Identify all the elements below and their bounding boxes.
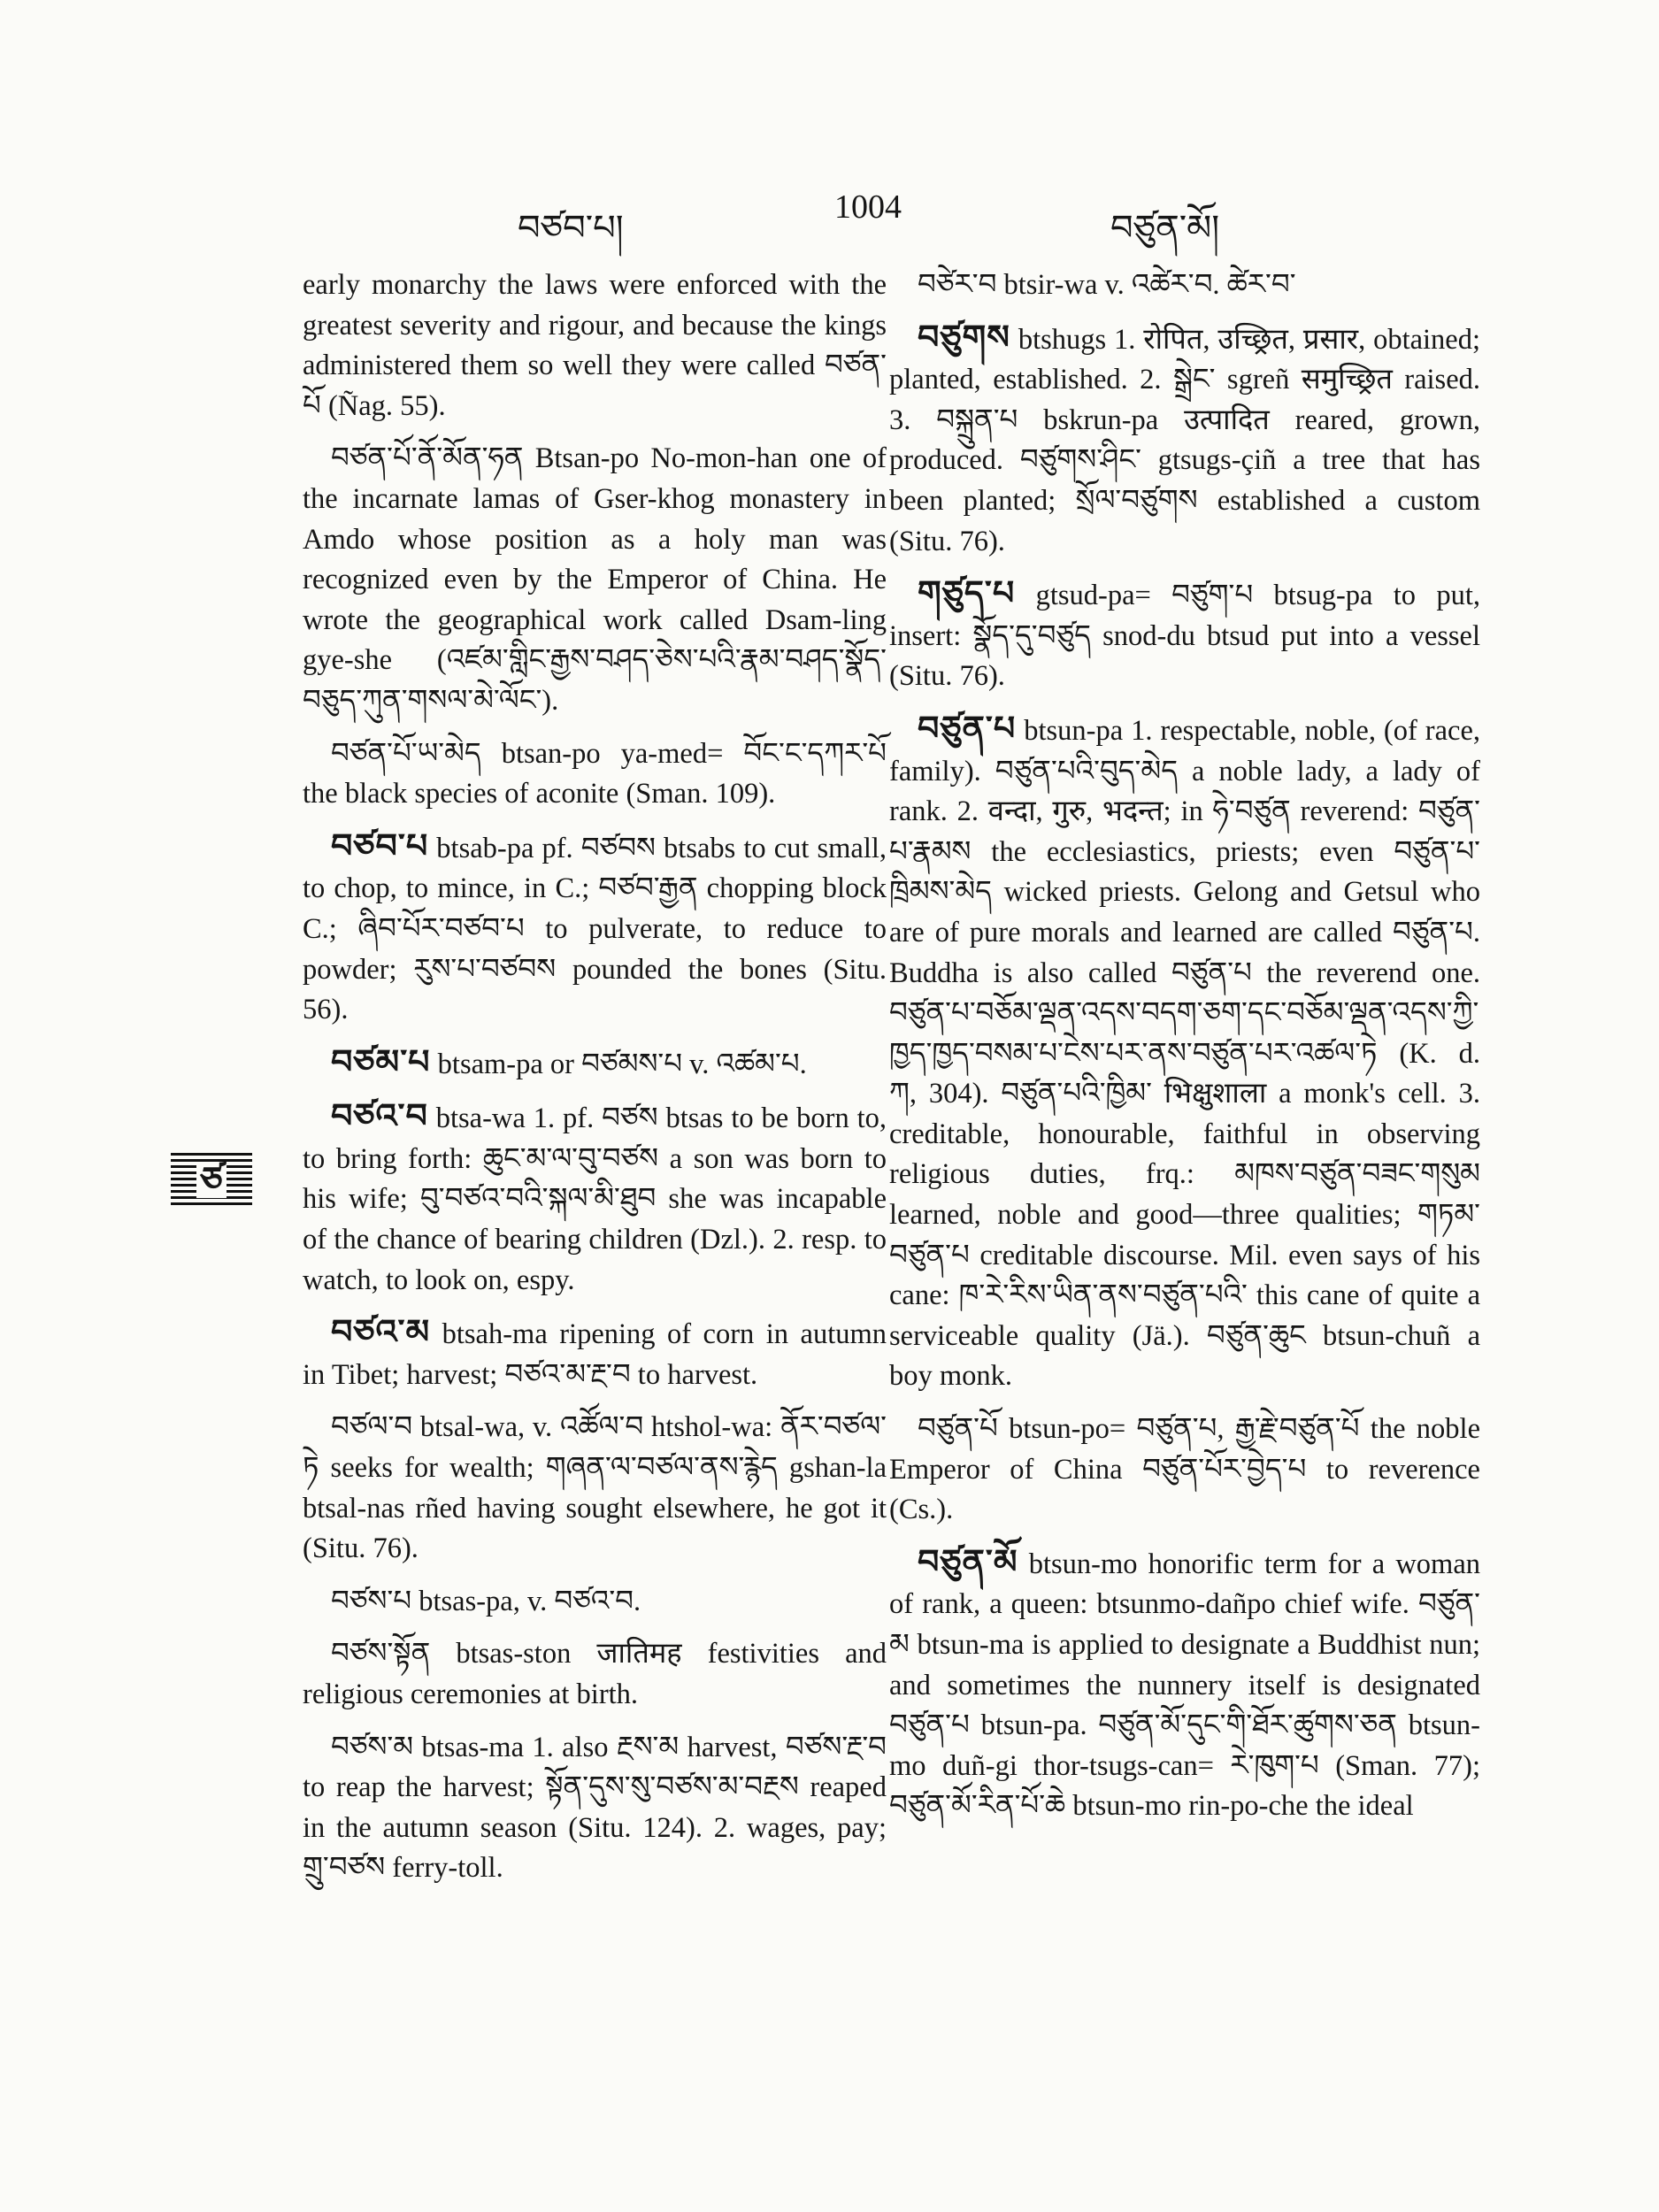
entry-text: btsun-mo honorific term for a woman of rank, a queen: btsunmo-dañpo chief wife. བཙུན་མ btsun-ma is applied to designate a Buddhist nun; and sometimes the nunnery itself is designated བཙུན་པ btsun-pa. བཙུན་མོ་དུང་གི་ཐོར་ཚུགས་ཅན btsun-mo duñ-gi thor-tsugs-can= རེ་ཁུག་པ (Sman. 77); བཙུན་མོ་རིན་པོ་ཆེ btsun-mo rin-po-che the ideal xyxy=(889,1548,1480,1823)
entry-headword: བཙའ་མ xyxy=(331,1314,431,1352)
entry-text: btsam-pa or བཙམས་པ v. འཚམ་པ. xyxy=(437,1048,807,1080)
entry-text: བཙན་པོ་ནོ་མོན་ཧན Btsan-po No-mon-han one of the incarnate lamas of Gser-khog monastery in Amdo whose position as a holy man was recognized even by the Emperor of China. He wrote the geographical work called Dsam-ling gye-she (འཛམ་གླིང་རྒྱས་བཤད་ཅེས་པའི་རྣམ་བཤད་སྣོད་བཅུད་ཀུན་གསལ་མེ་ལོང་). xyxy=(303,442,887,717)
entry-headword: བཙུགས xyxy=(918,319,1010,357)
left-column-entry xyxy=(303,1728,887,1889)
right-column-entry xyxy=(889,1543,1480,1827)
left-column-entry xyxy=(303,1634,887,1715)
right-column-entry xyxy=(889,265,1480,306)
left-column-entry xyxy=(303,265,887,426)
left-column-entry xyxy=(303,827,887,1031)
right-column-entry xyxy=(889,1409,1480,1531)
entry-text: བཙུན་པོ btsun-po= བཙུན་པ, རྒྱ་རྗེ་བཙུན་པོ the noble Emperor of China བཙུན་པོར་བྱེད་པ to reverence (Cs.). xyxy=(889,1413,1480,1526)
entry-text: btsun-pa 1. respectable, noble, (of race, family). བཙུན་པའི་བུད་མེད a noble lady, a lady of rank. 2. वन्दा, गुरु, भदन्त; in ཧེ་བཙུན reverend: བཙུན་པ་རྣམས the ecclesiastics, priests; even བཙུན་པ་ཁྲིམས་མེད wicked priests. Gelong and Getsul who are of pure morals and learned are called བཙུན་པ. Buddha is also called བཙུན་པ the reverend one. བཙུན་པ་བཅོམ་ལྡན་འདས་བདག་ཅག་དང་བཅོམ་ལྡན་འདས་ཀྱི་ཁྱད་ཁྱད་བསམ་པ་ངེས་པར་ནས་བཙུན་པར་འཚལ་ཏེ (K. d. ཀ, 304). བཙུན་པའི་ཁྱིམ་ भिक्षुशाला a monk's cell. 3. creditable, honourable, faithful in observing religious duties, frq.: མཁས་བཙུན་བཟང་གསུམ learned, noble and good—three qualities; གཏམ་བཙུན་པ creditable discourse. Mil. even says of his cane: ཁ་རེ་རིས་ཡིན་ནས་བཙུན་པའི་ this cane of quite a serviceable quality (Jä.). བཙུན་ཆུང btsun-chuñ a boy monk. xyxy=(889,714,1481,1393)
left-column-entry xyxy=(303,1408,887,1569)
entry-headword: བཙུན་མོ xyxy=(918,1543,1018,1581)
left-column-entry xyxy=(303,1043,887,1086)
right-column-entry xyxy=(889,574,1480,697)
entry-text: btsa-wa 1. pf. བཙས btsas to be born to, to bring forth: ཆུང་མ་ལ་བུ་བཙས a son was born to his wife; བུ་བཙའ་བའི་སྐལ་མི་ཐུབ she was incapable of the chance of bearing children (Dzl.). 2. resp. to watch, to look on, espy. xyxy=(303,1102,887,1296)
entry-headword: བཙབ་པ xyxy=(331,827,429,865)
running-head-right: བཙུན་མོ། xyxy=(1110,208,1220,248)
entry-text: btsab-pa pf. བཙབས btsabs to cut small, to chop, to mince, in C.; བཙབ་རྒྱན chopping block C.; ཞིབ་པོར་བཙབ་པ to pulverate, to reduce to powder; རུས་པ་བཙབས pounded the bones (Situ. 56). xyxy=(303,832,887,1026)
entry-text: btsah-ma ripening of corn in autumn in Tibet; harvest; བཙའ་མ་རྔ་བ to harvest. xyxy=(303,1318,887,1391)
entry-headword: གཙུད་པ xyxy=(918,575,1016,613)
entry-text: btshugs 1. रोपित, उच्छ्रित, प्रसार, obtained; planted, established. 2. སྒྲེང་ sgreñ समुच्छ्रित raised. 3. བསྐྲུན་པ bskrun-pa उत्पादित reared, grown, produced. བཙུགས་ཤིང་ gtsugs-çiñ a tree that has been planted; སྲོལ་བཙུགས established a custom (Situ. 76). xyxy=(889,323,1481,557)
left-column xyxy=(303,265,887,1901)
entry-text: བཙེར་བ btsir-wa v. འཚེར་བ. ཚེར་བ་ xyxy=(918,269,1296,301)
left-column-entry xyxy=(303,1313,887,1395)
entry-headword: བཙུན་པ xyxy=(918,710,1017,748)
left-column-entry xyxy=(303,1097,887,1301)
entry-text: early monarchy the laws were enforced with the greatest severity and rigour, and because the kings administered them so well they were called བཙན་པོ (Ñag. 55). xyxy=(303,269,887,422)
right-column-entry xyxy=(889,319,1480,563)
entry-text: བཙས་མ btsas-ma 1. also རྔས་མ harvest, བཙས་རྔ་བ to reap the harvest; སྟོན་དུས་སུ་བཙས་མ་བརྔས reaped in the autumn season (Situ. 124). 2. wages, pay; གྲུ་བཙས ferry-toll. xyxy=(303,1731,887,1885)
page-number: 1004 xyxy=(834,188,902,226)
entry-headword: བཙམ་པ xyxy=(331,1043,431,1081)
right-column xyxy=(889,265,1480,1839)
left-column-entry xyxy=(303,1582,887,1623)
right-column-entry xyxy=(889,710,1480,1397)
entry-headword: བཙའ་བ xyxy=(331,1098,428,1136)
entry-text: བཙས་པ btsas-pa, v. བཙའ་བ. xyxy=(331,1585,641,1617)
entry-text: བཙན་པོ་ཡ་མེད btsan-po ya-med= བོང་ང་དཀར་པོ the black species of aconite (Sman. 109). xyxy=(303,737,887,810)
left-column-entry xyxy=(303,734,887,815)
entry-text: བཙས་སྟོན btsas-ston जातिमह festivities and religious ceremonies at birth. xyxy=(303,1638,887,1710)
running-head-left: བཙབ་པ། xyxy=(518,208,624,248)
entry-text: gtsud-pa= བཙུག་པ btsug-pa to put, insert: སྣོད་དུ་བཙུད snod-du btsud put into a vessel (Situ. 76). xyxy=(889,580,1481,693)
entry-text: བཙལ་བ btsal-wa, v. འཚོལ་བ htshol-wa: ནོར་བཙལ་ཏེ seeks for wealth; གཞན་ལ་བཙལ་ནས་རྙེད gshan-la btsal-nas rñed having sought elsewhere, he got it (Situ. 76). xyxy=(303,1411,887,1565)
margin-letter: ཙ xyxy=(196,1163,226,1198)
margin-letter-tab xyxy=(171,1153,252,1208)
left-column-entry xyxy=(303,439,887,721)
